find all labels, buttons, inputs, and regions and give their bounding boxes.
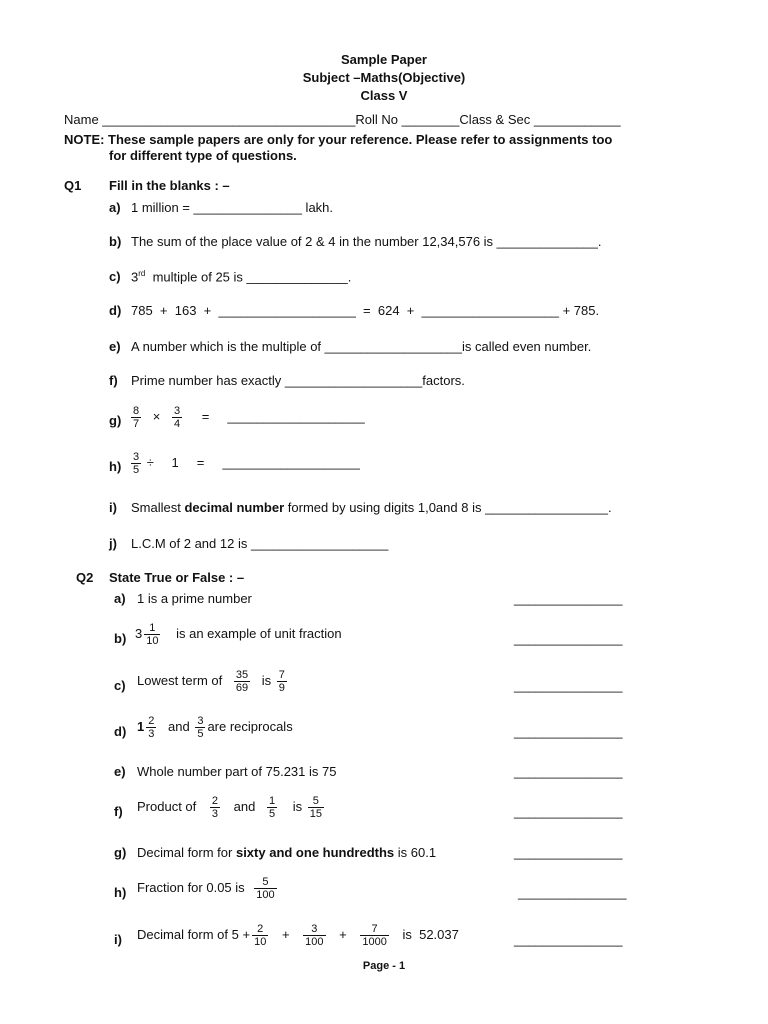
numerator: 5	[254, 876, 276, 889]
numerator: 3	[173, 405, 181, 417]
denominator: 100	[305, 936, 324, 948]
q1-c-sup: rd	[138, 269, 146, 278]
numerator: 2	[252, 923, 268, 936]
denominator: 5	[133, 464, 140, 476]
q2-i-pre: Decimal form of 5 +	[137, 926, 251, 942]
q1-b-text: The sum of the place value of 2 & 4 in the number 12,34,576 is ______________.	[131, 234, 602, 249]
fraction	[146, 715, 156, 740]
q2-f-pre: Product of	[137, 798, 197, 814]
numerator: 5	[308, 795, 324, 808]
q1-b-marker: b)	[109, 234, 122, 249]
q2-g-text	[137, 845, 436, 860]
fraction	[195, 715, 205, 740]
q2-d-expression	[137, 715, 293, 740]
q2-b-marker: b)	[114, 631, 127, 646]
denominator: 3	[148, 728, 155, 740]
q2-f-answer-blank: _______________	[514, 804, 623, 819]
q2-b-text: is an example of unit fraction	[176, 625, 342, 641]
divide-sign: ÷	[146, 454, 154, 470]
q2-d-mid: and	[167, 718, 190, 734]
numerator: 35	[235, 669, 249, 681]
q2-i-answer-blank: _______________	[514, 932, 623, 947]
q1-g-rest: = ___________________	[201, 408, 365, 424]
q1-e-text: A number which is the multiple of ___________________is called even number.	[131, 339, 592, 354]
numerator: 7	[278, 669, 285, 681]
q1-i-marker: i)	[109, 500, 117, 515]
page-number: Page - 1	[362, 960, 406, 972]
fraction	[234, 669, 250, 694]
q1-i-text	[131, 500, 612, 515]
q1-f-marker: f)	[109, 373, 118, 388]
q1-f-text: Prime number has exactly ___________________factors.	[131, 373, 465, 388]
numerator: 1	[144, 622, 160, 635]
q1-c-post: multiple of 25 is ______________.	[145, 269, 352, 285]
note-line-1: NOTE: These sample papers are only for your reference. Please refer to assignments too	[64, 132, 613, 147]
q2-f-expression	[137, 795, 326, 820]
note-line-2: for different type of questions.	[109, 148, 297, 163]
fraction	[172, 405, 182, 430]
fraction	[303, 923, 325, 948]
fraction	[210, 795, 220, 820]
q2-h-expression	[137, 876, 279, 901]
numerator: 3	[133, 451, 140, 463]
numerator: 7	[360, 923, 388, 936]
q1-c-pre: 3	[131, 269, 139, 285]
q2-e-marker: e)	[114, 764, 126, 779]
denominator: 5	[197, 728, 204, 740]
denominator: 4	[173, 418, 181, 430]
paper-subject: Subject –Maths(Objective)	[302, 70, 466, 85]
numerator: 2	[148, 715, 155, 727]
denominator: 1000	[362, 936, 387, 948]
numerator: 3	[197, 715, 204, 727]
denominator: 9	[278, 682, 285, 694]
q2-d-marker: d)	[114, 724, 127, 739]
q2-b-expression	[135, 622, 342, 647]
numerator: 1	[268, 795, 276, 807]
q1-e-marker: e)	[109, 339, 121, 354]
fraction	[267, 795, 277, 820]
q1-j-text: L.C.M of 2 and 12 is ___________________	[131, 536, 389, 551]
plus-sign: +	[281, 926, 290, 942]
q2-i-marker: i)	[114, 932, 122, 947]
denominator: 10	[146, 635, 159, 647]
plus-sign: +	[339, 926, 347, 942]
q1-i-post: formed by using digits 1,0and 8 is _________________.	[284, 500, 612, 515]
fraction	[308, 795, 324, 820]
numerator: 8	[133, 405, 140, 417]
fraction	[131, 451, 141, 476]
q2-heading: State True or False : –	[109, 570, 245, 585]
q2-a-answer-blank: _______________	[514, 591, 623, 606]
q1-heading: Fill in the blanks : –	[109, 178, 230, 193]
fraction	[144, 622, 160, 647]
fraction	[360, 923, 388, 948]
q1-d-marker: d)	[109, 303, 122, 318]
fraction	[252, 923, 268, 948]
q2-h-marker: h)	[114, 885, 127, 900]
q2-c-answer-blank: _______________	[514, 678, 623, 693]
paper-title: Sample Paper	[341, 52, 427, 67]
denominator: 10	[254, 936, 267, 948]
fraction	[277, 669, 287, 694]
q2-c-expression	[137, 669, 289, 694]
denominator: 69	[235, 682, 249, 694]
fraction	[254, 876, 276, 901]
q2-i-post: is 52.037	[402, 926, 459, 942]
denominator: 3	[211, 808, 219, 820]
q1-g-marker: g)	[109, 413, 122, 428]
q2-c-pre: Lowest term of	[137, 672, 223, 688]
q2-d-post: are reciprocals	[207, 718, 293, 734]
q1-h-expression	[129, 451, 360, 476]
q2-b-answer-blank: _______________	[514, 631, 623, 646]
denominator: 5	[268, 808, 276, 820]
whole-number: 1	[137, 718, 145, 734]
q2-h-answer-blank: _______________	[518, 885, 627, 900]
q1-c-marker: c)	[109, 269, 121, 284]
q1-j-marker: j)	[109, 536, 117, 551]
q1-label: Q1	[64, 178, 82, 193]
numerator: 2	[211, 795, 219, 807]
q2-g-marker: g)	[114, 845, 127, 860]
q2-a-text: 1 is a prime number	[137, 591, 252, 606]
q1-a-marker: a)	[109, 200, 121, 215]
q2-e-text: Whole number part of 75.231 is 75	[137, 764, 337, 779]
q1-d-text: 785 + 163 + ___________________ = 624 + ___________________ + 785.	[131, 303, 600, 318]
q2-c-marker: c)	[114, 678, 126, 693]
q1-a-text: 1 million = _______________ lakh.	[131, 200, 334, 215]
whole-number: 3	[135, 625, 143, 641]
q2-g-post: is 60.1	[394, 845, 437, 860]
denominator: 7	[133, 418, 140, 430]
q2-e-answer-blank: _______________	[514, 764, 623, 779]
q1-h-marker: h)	[109, 459, 122, 474]
q2-a-marker: a)	[114, 591, 126, 606]
q2-label: Q2	[76, 570, 94, 585]
q2-f-mid: and	[233, 798, 256, 814]
fraction	[131, 405, 141, 430]
q2-f-is: is	[292, 798, 303, 814]
q1-g-expression	[129, 405, 365, 430]
q2-c-mid: is	[261, 672, 272, 688]
q1-i-bold: decimal number	[184, 500, 285, 515]
numerator: 3	[303, 923, 325, 936]
q2-g-bold: sixty and one hundredths	[235, 845, 395, 860]
q2-i-expression	[137, 923, 459, 948]
q1-i-pre: Smallest	[131, 500, 185, 515]
q2-g-answer-blank: _______________	[514, 845, 623, 860]
q1-c-text	[131, 269, 351, 284]
multiply-sign: ×	[152, 408, 161, 424]
q2-f-marker: f)	[114, 804, 123, 819]
student-info-line: Name ___________________________________Roll No ________Class & Sec ____________	[64, 112, 621, 127]
denominator: 100	[256, 889, 275, 901]
denominator: 15	[309, 808, 322, 820]
q2-d-answer-blank: _______________	[514, 724, 623, 739]
q2-h-pre: Fraction for 0.05 is	[137, 879, 245, 895]
q1-h-rest: 1 = ___________________	[171, 454, 360, 470]
q2-g-pre: Decimal form for	[137, 845, 236, 860]
paper-class: Class V	[360, 88, 408, 103]
